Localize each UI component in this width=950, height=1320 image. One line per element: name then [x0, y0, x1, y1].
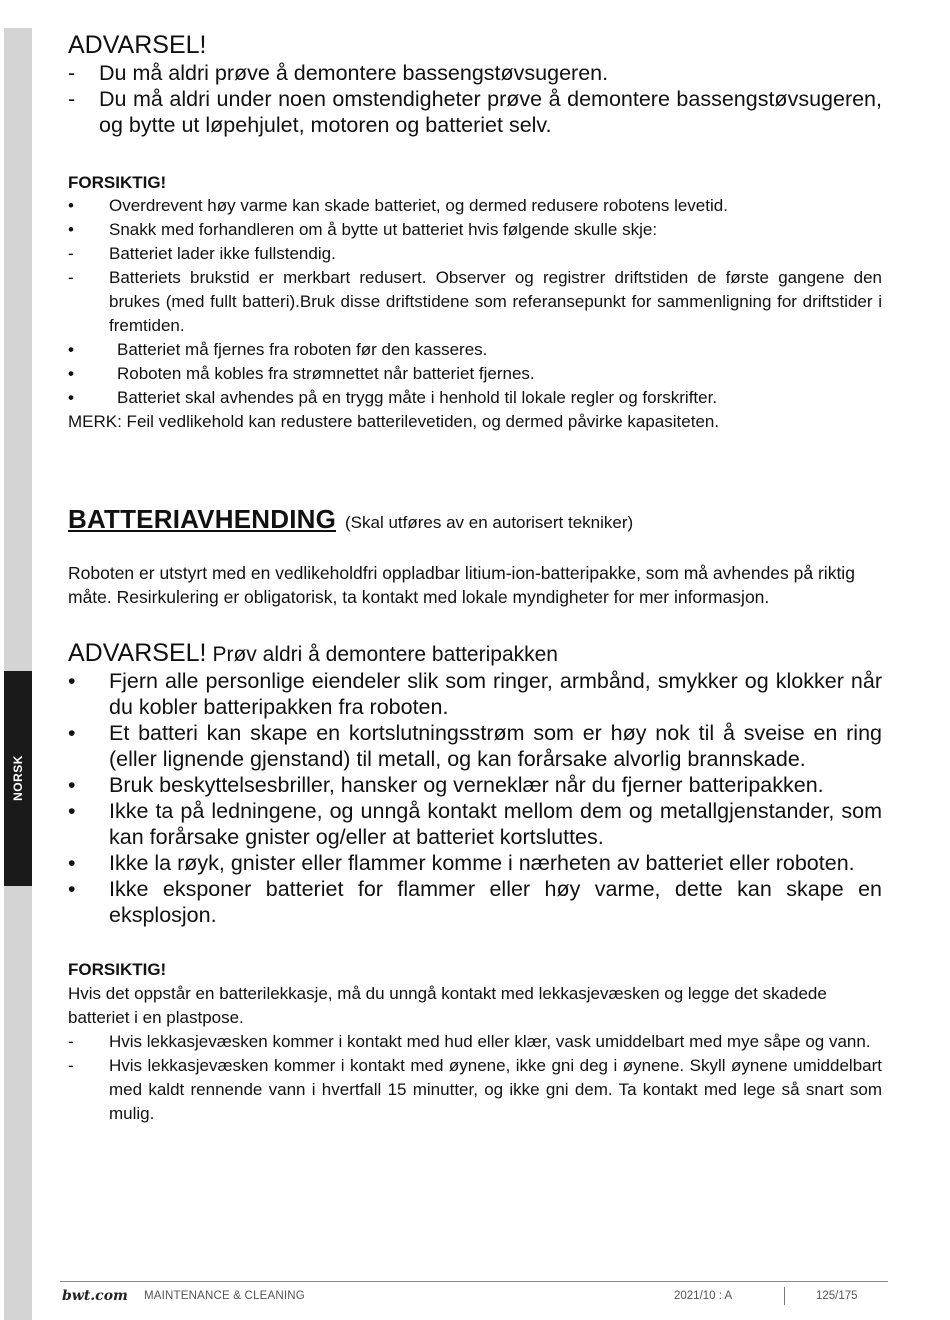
section-heading	[68, 504, 882, 535]
warning-text: Prøv aldri å demontere batteripakken	[212, 643, 558, 666]
list-item: • Ikke eksponer batteriet for flammer eller høy varme, dette kan skape en eksplosjon.	[68, 877, 882, 927]
list-item: - Batteriet lader ikke fullstendig.	[68, 244, 336, 263]
section-subtitle: (Skal utføres av en autorisert tekniker)	[345, 513, 634, 532]
footer-divider	[784, 1287, 785, 1305]
list-item: • Batteriet må fjernes fra roboten før den kasseres.	[68, 340, 488, 359]
list-item: • Et batteri kan skape en kortslutningsstrøm som er høy nok til å sveise en ring (eller lignende gjenstand) til metall, og kan forårsake alvorlig brannskade.	[68, 721, 882, 771]
note-text: MERK: Feil vedlikehold kan redustere batterilevetiden, og dermed påvirke kapasiteten.	[68, 412, 720, 431]
footer-section: MAINTENANCE & CLEANING	[144, 1290, 305, 1302]
warning-title: ADVARSEL!	[68, 31, 207, 59]
battery-warning-heading	[68, 639, 882, 668]
caution-title: FORSIKTIG!	[68, 173, 167, 192]
footer-version: 2021/10 : A	[674, 1290, 733, 1302]
list-item: - Batteriets brukstid er merkbart redusert. Observer og registrer driftstiden de første gangene den brukes (med fullt batteri).Bruk disse driftstidene som referansepunkt for sammenligning for driftstider i fremtiden.	[68, 268, 882, 335]
warning-title: ADVARSEL!	[68, 639, 207, 667]
list-item: • Ikke ta på ledningene, og unngå kontakt mellom dem og metallgjenstander, som kan forårsake gnister og/eller at batteriet kortsluttes.	[68, 799, 882, 849]
section-title: BATTERIAVHENDING	[68, 504, 337, 534]
caution-list	[68, 1030, 882, 1126]
list-item: - Du må aldri prøve å demontere bassengstøvsugeren.	[68, 61, 609, 85]
caution-list	[68, 194, 882, 410]
list-item: - Hvis lekkasjevæsken kommer i kontakt med hud eller klær, vask umiddelbart med mye såpe og vann.	[68, 1032, 871, 1051]
list-item: • Fjern alle personlige eiendeler slik som ringer, armbånd, smykker og klokker når du kobler batteripakken fra roboten.	[68, 669, 882, 719]
warning-list	[68, 60, 882, 138]
battery-warning-list	[68, 668, 882, 928]
caution-title: FORSIKTIG!	[68, 960, 167, 979]
page-content	[68, 30, 882, 1126]
list-item: • Ikke la røyk, gnister eller flammer komme i nærheten av batteriet eller roboten.	[68, 851, 855, 875]
list-item: - Du må aldri under noen omstendigheter prøve å demontere bassengstøvsugeren, og bytte ut løpehjulet, motoren og batteriet selv.	[68, 87, 882, 137]
caution-paragraph: Hvis det oppstår en batterilekkasje, må du unngå kontakt med lekkasjevæsken og legge det skadede batteriet i en plastpose.	[68, 984, 827, 1027]
list-item: • Snakk med forhandleren om å bytte ut batteriet hvis følgende skulle skje:	[68, 220, 658, 239]
page-number: 125/175	[816, 1290, 858, 1302]
list-item: • Overdrevent høy varme kan skade batteriet, og dermed redusere robotens levetid.	[68, 196, 728, 215]
list-item: • Batteriet skal avhendes på en trygg måte i henhold til lokale regler og forskrifter.	[68, 388, 718, 407]
list-item: • Roboten må kobles fra strømnettet når batteriet fjernes.	[68, 364, 535, 383]
list-item: • Bruk beskyttelsesbriller, hansker og verneklær når du fjerner batteripakken.	[68, 773, 824, 797]
disposal-paragraph: Roboten er utstyrt med en vedlikeholdfri oppladbar litium-ion-batteripakke, som må avhendes på riktig måte. Resirkulering er obligatorisk, ta kontakt med lokale myndigheter for mer informasjon.	[68, 563, 855, 607]
page-footer	[60, 1281, 888, 1311]
language-tab-label: NORSK	[11, 755, 25, 801]
list-item: - Hvis lekkasjevæsken kommer i kontakt med øynene, ikke gni deg i øynene. Skyll øynene umiddelbart med kaldt rennende vann i hvertfall 15 minutter, og ikke gni dem. Ta kontakt med lege så snart som mulig.	[68, 1056, 882, 1123]
brand-logo: bwt.com	[62, 1288, 128, 1304]
